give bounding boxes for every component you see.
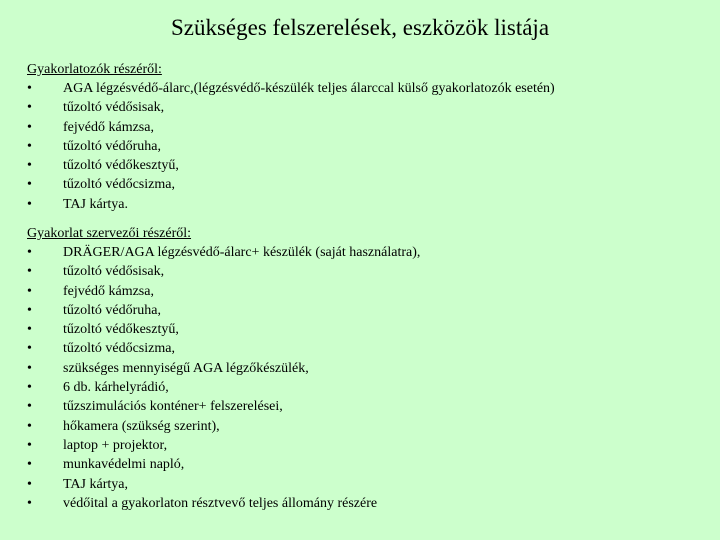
list-item bbox=[27, 301, 707, 320]
list-item bbox=[27, 455, 707, 474]
bullet-icon: • bbox=[27, 283, 32, 299]
list-item bbox=[27, 118, 707, 137]
list-item-text: fejvédő kámzsa, bbox=[63, 283, 154, 299]
list-item bbox=[27, 475, 707, 494]
list-item bbox=[27, 282, 707, 301]
list-item-text: tűzoltó védőkesztyű, bbox=[63, 322, 179, 338]
bullet-icon: • bbox=[27, 380, 32, 396]
list-item-text: laptop + projektor, bbox=[63, 437, 168, 453]
section-trainees bbox=[27, 60, 707, 214]
bullet-icon: • bbox=[27, 302, 32, 318]
list-item-text: tűzoltó védőcsizma, bbox=[63, 177, 175, 193]
equipment-list-organizers bbox=[27, 243, 707, 513]
list-item bbox=[27, 175, 707, 194]
bullet-icon: • bbox=[27, 322, 32, 338]
list-item bbox=[27, 98, 707, 117]
list-item bbox=[27, 79, 707, 98]
bullet-icon: • bbox=[27, 196, 32, 212]
bullet-icon: • bbox=[27, 100, 32, 116]
bullet-icon: • bbox=[27, 457, 32, 473]
bullet-icon: • bbox=[27, 437, 32, 453]
list-item-text: DRÄGER/AGA légzésvédő-álarc+ készülék (saját használatra), bbox=[63, 245, 421, 260]
list-item-text: tűzszimulációs konténer+ felszerelései, bbox=[63, 399, 283, 415]
list-item bbox=[27, 397, 707, 416]
bullet-icon: • bbox=[27, 264, 32, 280]
bullet-icon: • bbox=[27, 158, 32, 174]
list-item-text: tűzoltó védőkesztyű, bbox=[63, 158, 179, 174]
bullet-icon: • bbox=[27, 81, 32, 96]
list-item bbox=[27, 243, 707, 262]
list-item bbox=[27, 195, 707, 214]
list-item-text: szükséges mennyiségű AGA légzőkészülék, bbox=[63, 360, 309, 376]
bullet-icon: • bbox=[27, 399, 32, 415]
list-item bbox=[27, 436, 707, 455]
bullet-icon: • bbox=[27, 341, 32, 357]
list-item-text: tűzoltó védőruha, bbox=[63, 302, 161, 318]
list-item bbox=[27, 262, 707, 281]
list-item-text: TAJ kártya, bbox=[63, 476, 128, 492]
list-item-text: AGA légzésvédő-álarc,(légzésvédő-készülék teljes álarccal külső gyakorlatozók esetén) bbox=[63, 81, 555, 96]
bullet-icon: • bbox=[27, 245, 32, 260]
bullet-icon: • bbox=[27, 476, 32, 492]
list-item bbox=[27, 417, 707, 436]
bullet-icon: • bbox=[27, 418, 32, 434]
list-item-text: tűzoltó védősisak, bbox=[63, 100, 165, 116]
list-item-text: hőkamera (szükség szerint), bbox=[63, 418, 220, 434]
list-item-text: TAJ kártya. bbox=[63, 196, 128, 212]
equipment-list-trainees bbox=[27, 79, 707, 214]
section-heading-trainees: Gyakorlatozók részéről: bbox=[27, 62, 162, 77]
section-heading-organizers: Gyakorlat szervezői részéről: bbox=[27, 226, 192, 241]
list-item-text: munkavédelmi napló, bbox=[63, 457, 185, 473]
bullet-icon: • bbox=[27, 119, 32, 135]
bullet-icon: • bbox=[27, 495, 32, 511]
list-item-text: tűzoltó védősisak, bbox=[63, 264, 165, 280]
list-item-text: tűzoltó védőruha, bbox=[63, 138, 161, 154]
bullet-icon: • bbox=[27, 138, 32, 154]
bullet-icon: • bbox=[27, 360, 32, 376]
list-item-text: tűzoltó védőcsizma, bbox=[63, 341, 175, 357]
list-item bbox=[27, 156, 707, 175]
list-item bbox=[27, 339, 707, 358]
list-item bbox=[27, 137, 707, 156]
list-item bbox=[27, 320, 707, 339]
list-item-text: 6 db. kárhelyrádió, bbox=[63, 380, 169, 396]
list-item bbox=[27, 378, 707, 397]
list-item bbox=[27, 494, 707, 513]
section-organizers bbox=[27, 224, 707, 513]
list-item-text: védőital a gyakorlaton résztvevő teljes állomány részére bbox=[63, 495, 378, 511]
bullet-icon: • bbox=[27, 177, 32, 193]
list-item bbox=[27, 359, 707, 378]
list-item-text: fejvédő kámzsa, bbox=[63, 119, 154, 135]
slide-title: Szükséges felszerelések, eszközök listája bbox=[170, 15, 550, 40]
